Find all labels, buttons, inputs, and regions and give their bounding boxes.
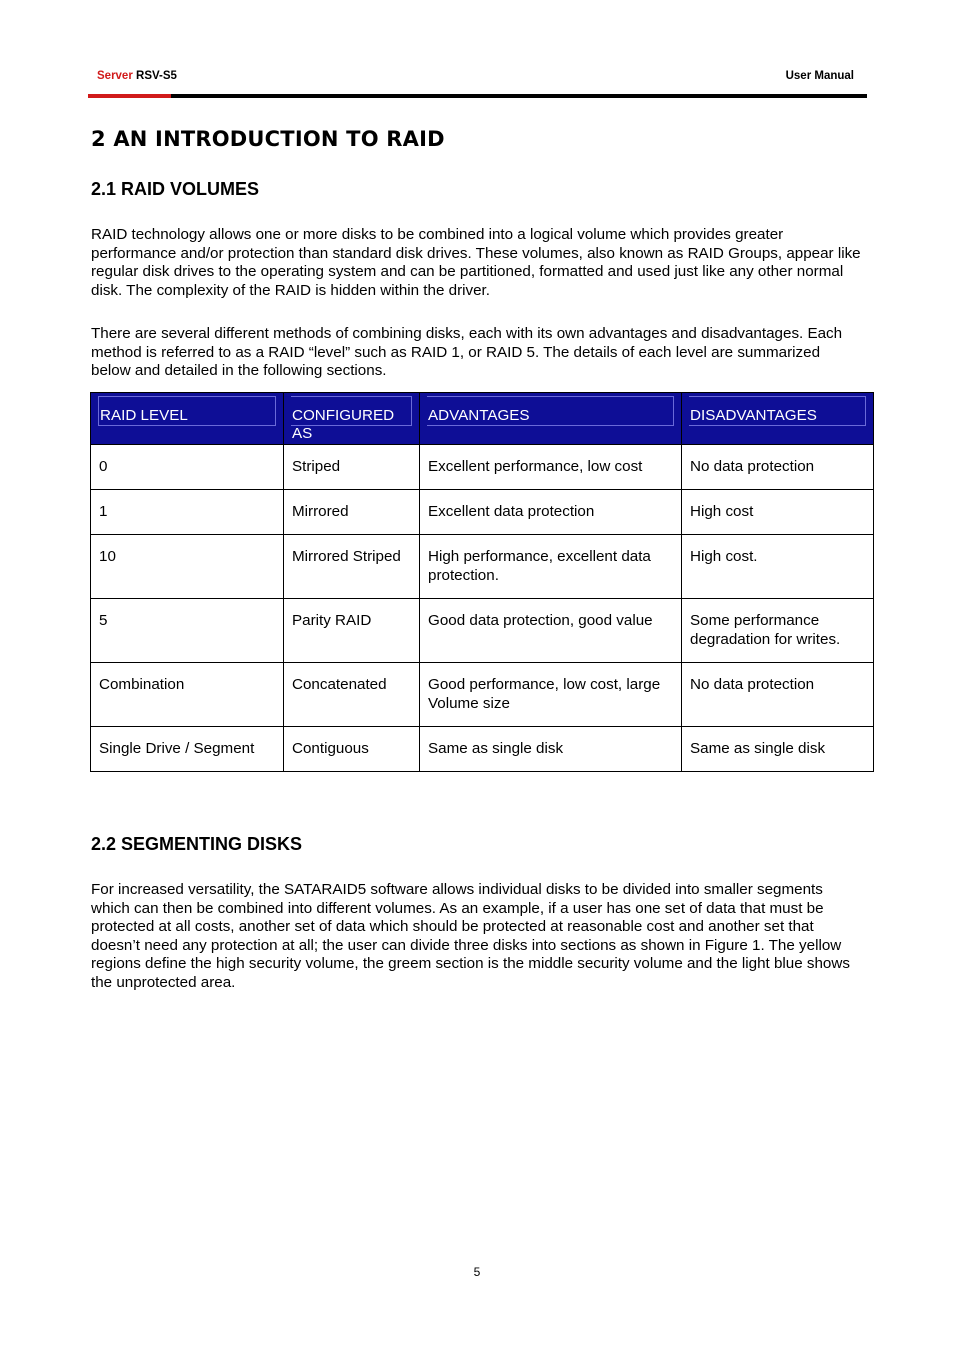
table-row bbox=[91, 490, 874, 535]
table-cell: High cost. bbox=[682, 535, 874, 599]
table-row bbox=[91, 663, 874, 727]
table-cell: Contiguous bbox=[284, 727, 420, 772]
table-row bbox=[91, 535, 874, 599]
header-rule-accent bbox=[88, 94, 171, 98]
table-header-row bbox=[91, 393, 874, 445]
running-header-manual: User Manual bbox=[785, 70, 854, 82]
table-cell: 10 bbox=[91, 535, 284, 599]
table-cell: No data protection bbox=[682, 445, 874, 490]
column-header-label: DISADVANTAGES bbox=[690, 407, 817, 424]
table-row bbox=[91, 599, 874, 663]
column-header-label: ADVANTAGES bbox=[428, 407, 530, 424]
table-cell: No data protection bbox=[682, 663, 874, 727]
table-cell: 0 bbox=[91, 445, 284, 490]
table-cell: Mirrored Striped bbox=[284, 535, 420, 599]
table-cell: 5 bbox=[91, 599, 284, 663]
raid-levels-table bbox=[90, 392, 874, 772]
column-header-configured-as bbox=[284, 393, 420, 445]
table-row bbox=[91, 727, 874, 772]
table-cell: Single Drive / Segment bbox=[91, 727, 284, 772]
column-header-label: RAID LEVEL bbox=[100, 407, 188, 424]
paragraph-segmenting: For increased versatility, the SATARAID5 software allows individual disks to be divided into smaller segments which can then be combined into different volumes. As an example, if a user has one set of data that must be protected at all costs, another set of data which should be protected at reasonable cost and another set that doesn’t need any protection at all; the user can divide three disks into sections as shown in Figure 1. The yellow regions define the high security volume, the greem section is the middle security volume and the light blue shows the unprotected area. bbox=[91, 881, 850, 991]
table-cell: High performance, excellent data protection. bbox=[420, 535, 682, 599]
column-header-advantages bbox=[420, 393, 682, 445]
column-header-raid-level bbox=[91, 393, 284, 445]
table-cell: Excellent performance, low cost bbox=[420, 445, 682, 490]
table-cell: Concatenated bbox=[284, 663, 420, 727]
table-cell: Striped bbox=[284, 445, 420, 490]
table-cell: Combination bbox=[91, 663, 284, 727]
table-row bbox=[91, 445, 874, 490]
page-number: 5 bbox=[473, 1265, 481, 1279]
table-cell: Same as single disk bbox=[682, 727, 874, 772]
header-brand: Server bbox=[97, 70, 133, 82]
table-cell: High cost bbox=[682, 490, 874, 535]
column-header-disadvantages bbox=[682, 393, 874, 445]
paragraph-raid-levels: There are several different methods of combining disks, each with its own advantages and disadvantages. Each method is referred to as a RAID “level” such as RAID 1, or RAID 5. The details of each level are summarized below and detailed in the following sections. bbox=[91, 325, 843, 380]
running-header-product bbox=[97, 70, 177, 82]
paragraph-raid-intro: RAID technology allows one or more disks to be combined into a logical volume which provides greater performance and/or protection than standard disk drives. These volumes, also known as RAID Groups, appear like regular disk drives to the operating system and can be partitioned, formatted and used just like any other normal disk. The complexity of the RAID is hidden within the driver. bbox=[91, 226, 861, 299]
table-cell: Excellent data protection bbox=[420, 490, 682, 535]
section-title: 2 AN INTRODUCTION TO RAID bbox=[91, 127, 445, 151]
table-cell: Good data protection, good value bbox=[420, 599, 682, 663]
table-cell: Good performance, low cost, large Volume size bbox=[420, 663, 682, 727]
subsection-title-segmenting-disks: 2.2 SEGMENTING DISKS bbox=[91, 834, 303, 854]
column-header-label: CONFIGURED AS bbox=[292, 407, 395, 442]
table-cell: 1 bbox=[91, 490, 284, 535]
header-rule bbox=[88, 94, 867, 98]
table-cell: Same as single disk bbox=[420, 727, 682, 772]
subsection-title-raid-volumes: 2.1 RAID VOLUMES bbox=[91, 179, 260, 199]
table-cell: Parity RAID bbox=[284, 599, 420, 663]
table-cell: Some performance degradation for writes. bbox=[682, 599, 874, 663]
header-model: RSV-S5 bbox=[136, 70, 177, 82]
table-cell: Mirrored bbox=[284, 490, 420, 535]
